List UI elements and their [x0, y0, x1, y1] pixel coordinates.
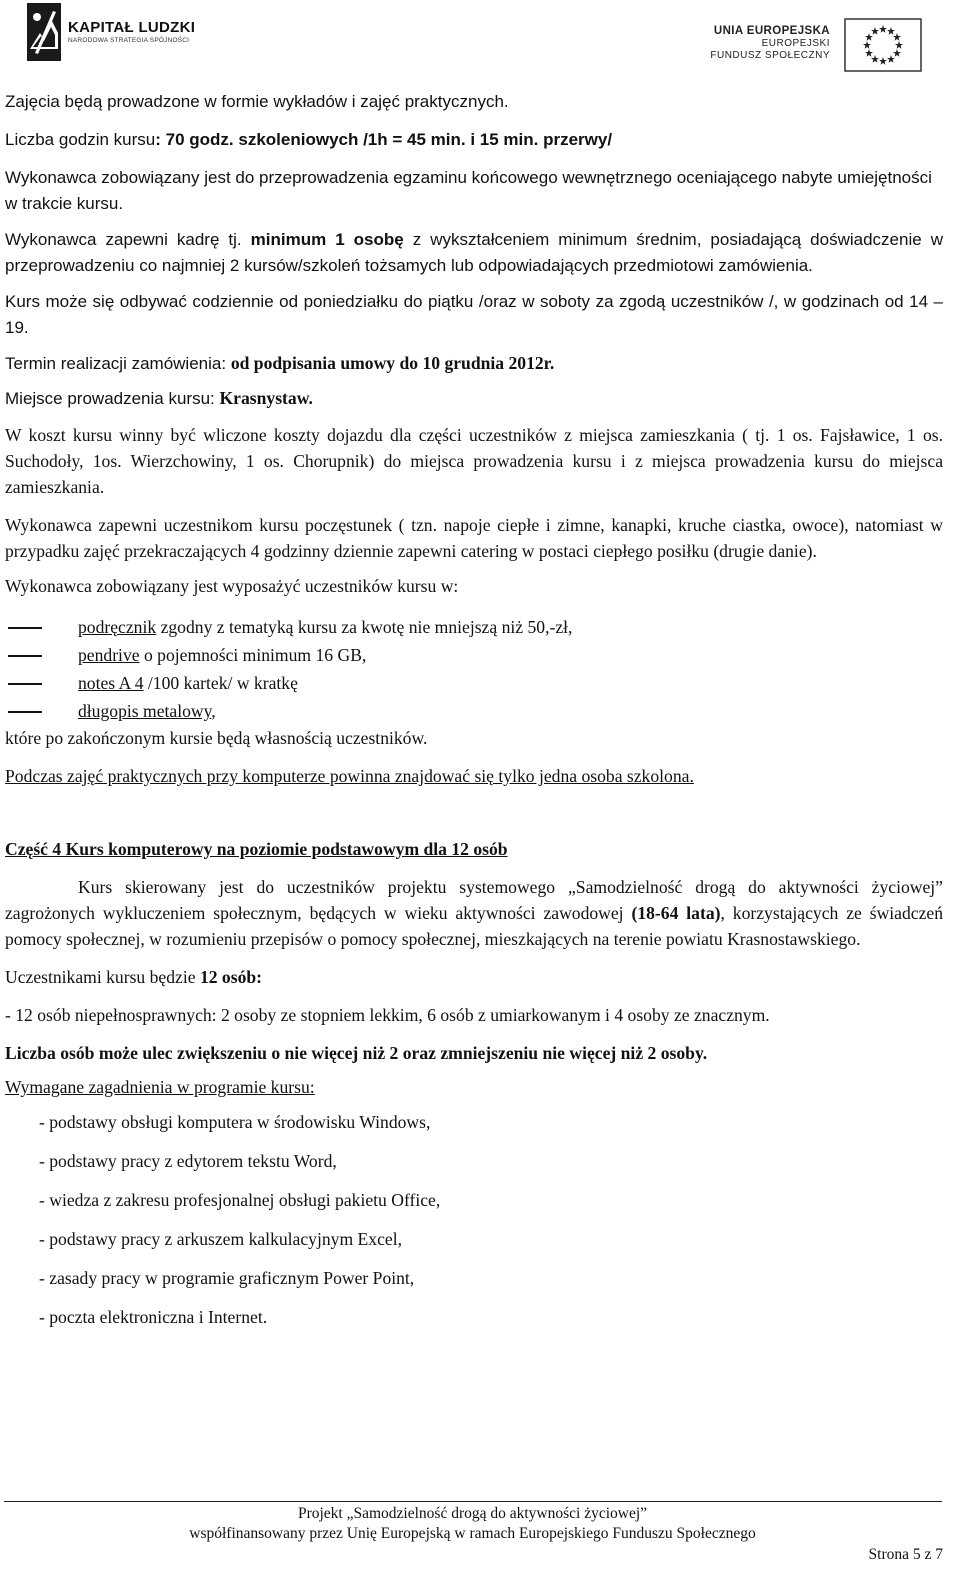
- paragraph-uczestnikami: [5, 964, 943, 990]
- item-name: notes A 4: [78, 673, 144, 693]
- equipment-list: [5, 613, 943, 725]
- document-body: [5, 86, 943, 1330]
- item-description: /100 kartek/ w kratkę: [143, 673, 298, 693]
- kadra-rest: z wykształceniem minimum średnim, posiadającą doświadczenie w przeprowadzeniu co najmniej 2 kursów/szkoleń tożsamych lub odpowiadających przedmiotowi zamówienia.: [5, 230, 943, 275]
- paragraph-forma: Zajęcia będą prowadzone w formie wykładów i zajęć praktycznych.: [5, 92, 509, 111]
- paragraph-wyposazenie: Wykonawca zobowiązany jest wyposażyć uczestników kursu w:: [5, 576, 459, 596]
- paragraph-egzamin: Wykonawca zobowiązany jest do przeprowadzenia egzaminu końcowego wewnętrznego oceniającego nabyte umiejętności w trakcie kursu.: [5, 168, 932, 213]
- paragraph-kurs: [5, 874, 943, 952]
- miejsce-label: Miejsce prowadzenia kursu:: [5, 389, 220, 408]
- left-logo-title: KAPITAŁ LUDZKI: [68, 19, 196, 36]
- list-item: - zasady pracy w programie graficznym Power Point,: [39, 1268, 415, 1288]
- list-item: [5, 641, 943, 669]
- paragraph-poczestunek: Wykonawca zapewni uczestnikom kursu poczęstunek ( tzn. napoje ciepłe i zimne, kanapki, kruche ciastka, owoce), natomiast w przypadku zajęć przekraczających 4 godzinny dziennie zapewni catering w postaci ciepłego posiłku (drugie danie).: [5, 515, 943, 561]
- list-item: [5, 697, 943, 725]
- paragraph-niepelnosprawni: - 12 osób niepełnosprawnych: 2 osoby ze stopniem lekkim, 6 osób z umiarkowanym i 4 osoby ze znacznym.: [5, 1005, 770, 1025]
- paragraph-termin: [5, 350, 943, 377]
- paragraph-dni: Kurs może się odbywać codziennie od poniedziałku do piątku /oraz w soboty za zgodą uczestników /, w godzinach od 14 – 19.: [5, 292, 943, 337]
- termin-value: od podpisania umowy do 10 grudnia 2012r.: [230, 353, 555, 373]
- page-footer: [0, 1504, 945, 1544]
- footer-divider: [4, 1501, 942, 1502]
- item-name: podręcznik: [78, 617, 157, 637]
- paragraph-wlasnosc: które po zakończonym kursie będą własnością uczestników.: [5, 728, 428, 748]
- item-description: zgodny z tematyką kursu za kwotę nie mniejszą niż 50,-zł,: [156, 617, 573, 637]
- paragraph-podczas: Podczas zajęć praktycznych przy komputerze powinna znajdować się tylko jedna osoba szkolona.: [5, 766, 694, 786]
- uczestnikami-value: 12 osób:: [199, 967, 263, 987]
- dojazd-part1: W koszt kursu winny być wliczone koszty dojazdu dla części uczestników z miejsca zamieszkania ( tj. 1 os. Fajsławice, 1 os. Suchodoły, 1os. Wierzchowiny, 1 os. Chorupnik: [5, 425, 943, 471]
- page-header: [0, 0, 960, 84]
- kadra-bold: minimum 1 osobę: [250, 230, 404, 249]
- page-number: Strona 5 z 7: [868, 1546, 943, 1563]
- left-logo-subtitle: NARODOWA STRATEGIA SPÓJNOŚCI: [68, 37, 190, 44]
- paragraph-liczba: Liczba osób może ulec zwiększeniu o nie więcej niż 2 oraz zmniejszeniu nie więcej niż 2 osoby.: [5, 1043, 708, 1063]
- footer-project: Projekt „Samodzielność drogą do aktywności życiowej”: [297, 1505, 648, 1522]
- eu-flag-icon: [844, 18, 922, 72]
- list-item: - wiedza z zakresu profesjonalnej obsługi pakietu Office,: [39, 1190, 441, 1210]
- item-description: ,: [211, 701, 216, 721]
- kurs-part1: Kurs skierowany jest do uczestników projektu systemowego „Samodzielność drogą do aktywności życiowej” zagrożonych wykluczeniem społecznym, będących w wieku aktywności zawodowej: [5, 877, 943, 923]
- paragraph-godziny: [5, 127, 943, 153]
- paragraph-wymagane: Wymagane zagadnienia w programie kursu:: [5, 1077, 315, 1097]
- godziny-label: Liczba godzin kursu: [5, 130, 156, 149]
- termin-label: Termin realizacji zamówienia:: [5, 354, 231, 373]
- kurs-part2: , korzystających ze świadczeń pomocy społecznej, w rozumieniu przepisów o pomocy społecznej, mieszkających na terenie powiatu Krasnostawskiego.: [5, 903, 943, 949]
- item-name: długopis metalowy: [78, 701, 212, 721]
- list-item: [5, 669, 943, 697]
- miejsce-value: Krasnystaw.: [219, 388, 313, 408]
- program-list: [5, 1109, 943, 1330]
- dojazd-part2: ) do miejsca prowadzenia kursu i z miejsca prowadzenia kursu do miejsca zamieszkania.: [5, 451, 944, 497]
- paragraph-dojazd: [5, 422, 943, 500]
- item-description: o pojemności minimum 16 GB,: [139, 645, 367, 665]
- list-item: - podstawy obsługi komputera w środowisku Windows,: [39, 1112, 431, 1132]
- footer-funding: współfinansowany przez Unię Europejską w ramach Europejskiego Funduszu Społecznego: [189, 1525, 756, 1542]
- section-title: Część 4 Kurs komputerowy na poziomie podstawowym dla 12 osób: [5, 839, 508, 859]
- eu-logo: [710, 18, 922, 72]
- item-name: pendrive: [78, 645, 140, 665]
- right-logo-title: UNIA EUROPEJSKA: [713, 25, 830, 37]
- paragraph-kadra: [5, 227, 943, 279]
- list-item: - poczta elektroniczna i Internet.: [39, 1307, 268, 1327]
- right-logo-line2: EUROPEJSKI: [761, 38, 830, 49]
- list-item: [5, 613, 943, 641]
- kapital-ludzki-emblem-icon: [27, 3, 61, 61]
- kurs-age: (18-64 lata): [631, 903, 721, 923]
- list-item: - podstawy pracy z edytorem tekstu Word,: [39, 1151, 337, 1171]
- right-logo-line3: FUNDUSZ SPOŁECZNY: [710, 50, 830, 61]
- list-item: - podstawy pracy z arkuszem kalkulacyjnym Excel,: [39, 1229, 402, 1249]
- paragraph-miejsce: [5, 385, 943, 412]
- kadra-prefix: Wykonawca zapewni kadrę tj.: [5, 230, 251, 249]
- godziny-value: : 70 godz. szkoleniowych /1h = 45 min. i 15 min. przerwy/: [155, 130, 613, 149]
- kapital-ludzki-logo: [27, 2, 195, 62]
- uczestnikami-label: Uczestnikami kursu będzie: [5, 967, 200, 987]
